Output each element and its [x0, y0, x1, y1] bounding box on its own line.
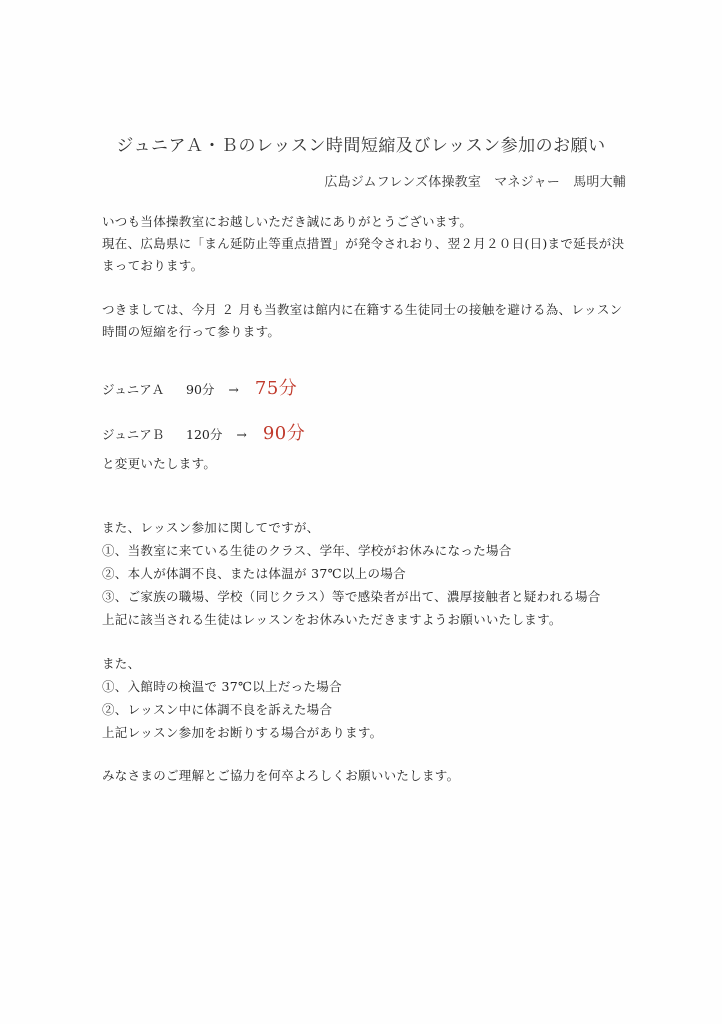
old-duration: 90分	[186, 382, 215, 397]
refusal-line: ①、入館時の検温で 37℃以上だった場合	[102, 679, 342, 694]
intro-line: 現在、広島県に「まん延防止等重点措置」が発令されおり、翌２月２０日(日)まで延長が決	[102, 236, 625, 251]
intro-line: いつも当体操教室にお越しいただき誠にありがとうございます。	[102, 214, 473, 229]
participation-line: ①、当教室に来ている生徒のクラス、学年、学校がお休みになった場合	[102, 543, 512, 558]
refusal-line: 上記レッスン参加をお断りする場合があります。	[102, 725, 383, 740]
arrow-right-icon: →	[236, 427, 247, 442]
arrow-right-icon: →	[228, 382, 239, 397]
intro-line: まっております。	[102, 258, 204, 273]
new-duration: 90分	[262, 423, 306, 444]
participation-line: また、レッスン参加に関してですが、	[102, 520, 320, 535]
refusal-line: ②、レッスン中に体調不良を訴えた場合	[102, 702, 333, 717]
participation-line: 上記に該当される生徒はレッスンをお休みいただきますようお願いいたします。	[102, 612, 562, 627]
participation-line: ③、ご家族の職場、学校（同じクラス）等で感染者が出て、濃厚接触者と疑われる場合	[102, 589, 601, 604]
class-name: ジュニアＡ	[102, 382, 165, 397]
schedule-row-junior-b	[102, 419, 305, 445]
new-duration: 75分	[254, 378, 298, 399]
refusal-line: また、	[102, 656, 141, 671]
schedule-row-junior-a	[102, 374, 297, 400]
class-name: ジュニアＢ	[102, 427, 165, 442]
notice-line: つきましては、今月 ２ 月も当教室は館内に在籍する生徒同士の接触を避ける為、レッスン	[102, 302, 623, 317]
old-duration: 120分	[186, 427, 223, 442]
page-title: ジュニアＡ・Ｂのレッスン時間短縮及びレッスン参加のお願い	[116, 136, 606, 156]
change-note: と変更いたします。	[102, 456, 217, 471]
notice-line: 時間の短縮を行って参ります。	[102, 324, 281, 339]
author-line: 広島ジムフレンズ体操教室 マネジャー 馬明大輔	[324, 175, 626, 190]
participation-line: ②、本人が体調不良、または体温が 37℃以上の場合	[102, 566, 406, 581]
closing-line: みなさまのご理解とご協力を何卒よろしくお願いいたします。	[102, 768, 460, 783]
